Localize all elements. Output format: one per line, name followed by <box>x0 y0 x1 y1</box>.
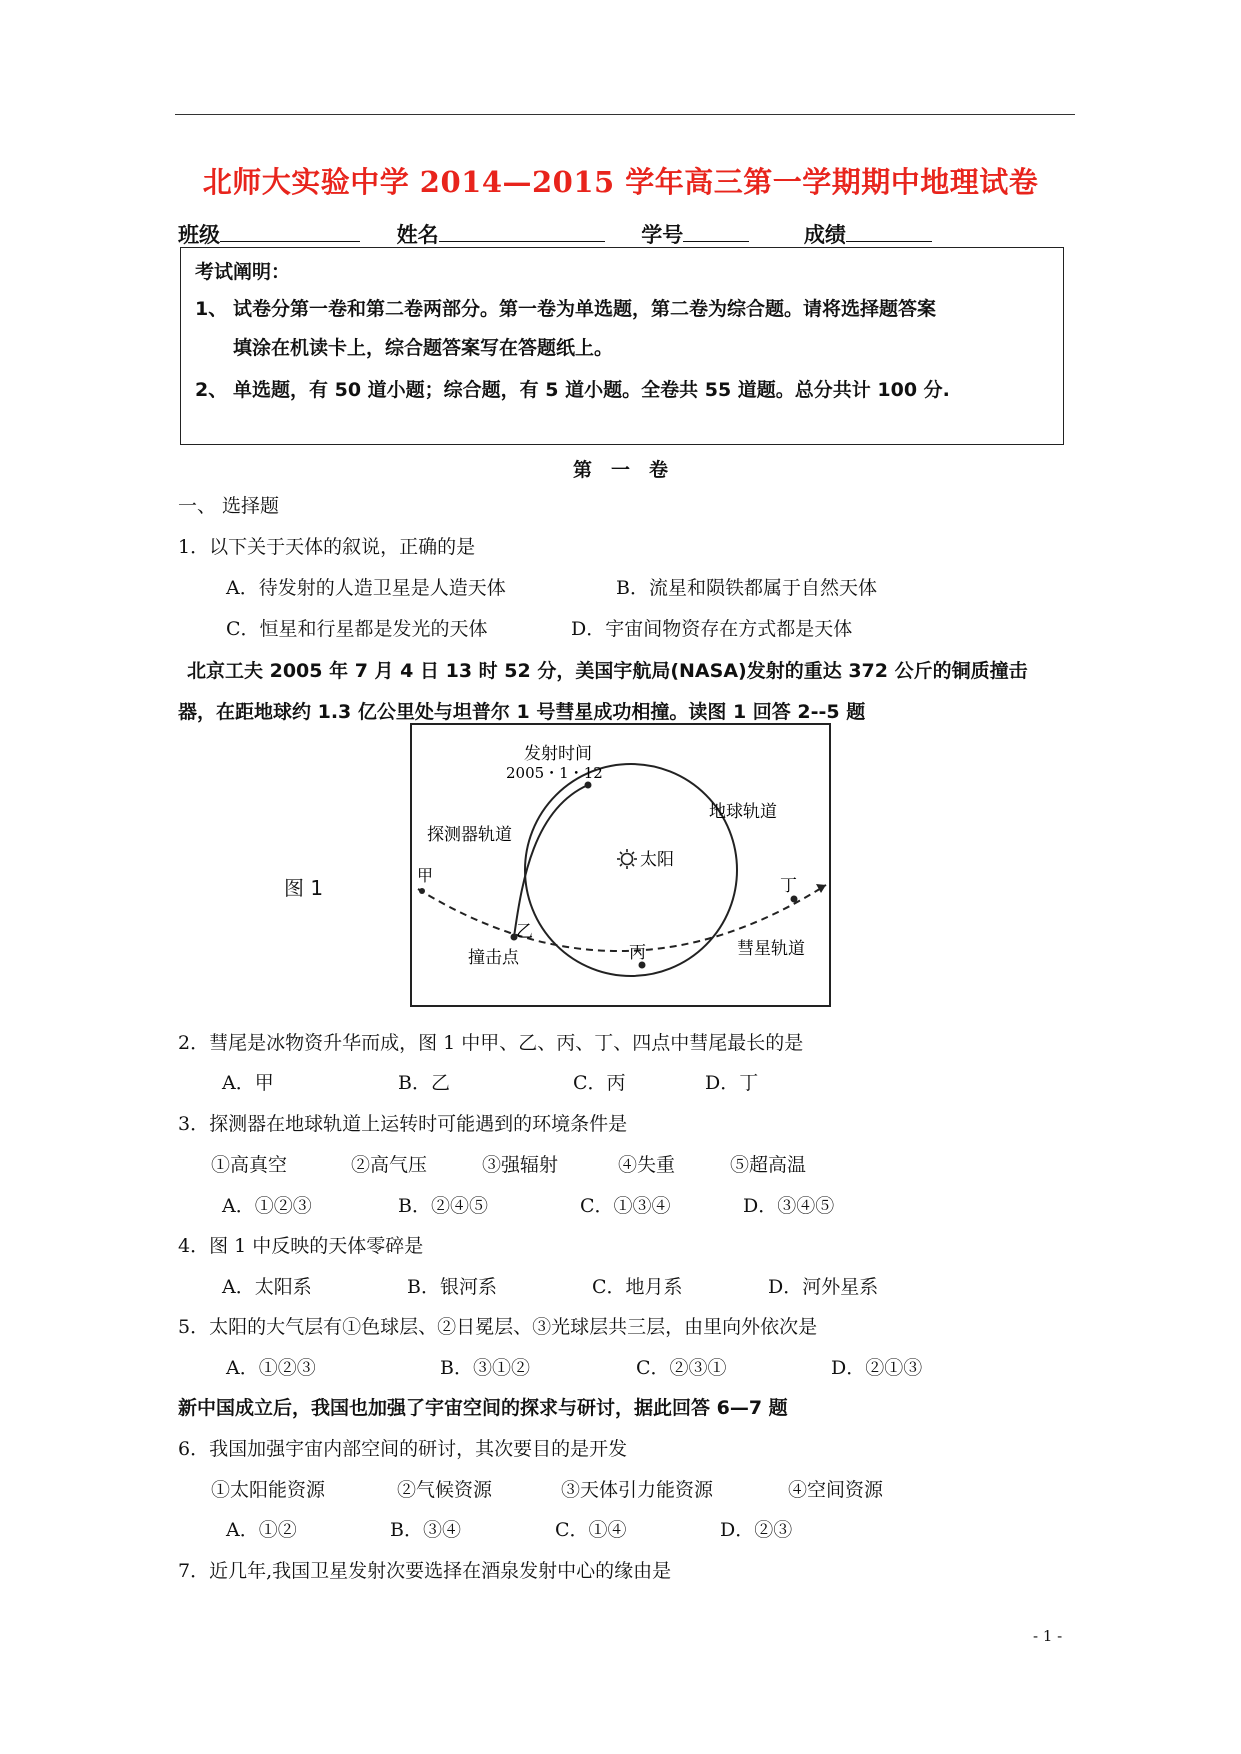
q2-option-b: B．乙 <box>398 1072 450 1094</box>
comet-orbit-label: 彗星轨道 <box>737 939 805 959</box>
q1-option-c: C．恒星和行星都是发光的天体 <box>226 618 488 640</box>
point-ding <box>791 896 798 903</box>
q6-stem: 6．我国加强宇宙内部空间的研讨，其次要目的是开发 <box>178 1438 628 1460</box>
page-title: 北师大实验中学 2014—2015 学年高三第一学期期中地理试卷 <box>202 165 1039 199</box>
orbit-diagram-svg <box>412 725 829 1005</box>
passage-1-line2: 器，在距地球约 1.3 亿公里处与坦普尔 1 号彗星成功相撞。读图 1 回答 2--5 题 <box>178 701 866 723</box>
q3-option-c: C．①③④ <box>580 1195 671 1217</box>
sun-icon <box>617 849 637 869</box>
earth-orbit-label: 地球轨道 <box>709 802 777 822</box>
instruction-2-text: 单选题，有 50 道小题；综合题，有 5 道小题。全卷共 55 道题。总分共计 100 分. <box>233 379 950 401</box>
number-label: 学号 <box>641 223 684 247</box>
q4-option-a: A．太阳系 <box>222 1276 312 1298</box>
q3-item-3: ③强辐射 <box>482 1154 559 1176</box>
q3-stem: 3．探测器在地球轨道上运转时可能遇到的环境条件是 <box>178 1113 628 1135</box>
instruction-1-number: 1、 <box>195 298 228 320</box>
q2-option-a: A．甲 <box>222 1072 274 1094</box>
instruction-1-line1: 试卷分第一卷和第二卷两部分。第一卷为单选题，第二卷为综合题。请将选择题答案 <box>233 298 937 320</box>
class-blank[interactable] <box>220 221 360 242</box>
name-blank[interactable] <box>439 221 605 242</box>
q2-option-d: D．丁 <box>705 1072 759 1094</box>
q1-option-a: A．待发射的人造卫星是人造天体 <box>226 577 506 599</box>
page-number: - 1 - <box>1033 1627 1063 1645</box>
q5-option-a: A．①②③ <box>226 1357 316 1379</box>
point-jia <box>419 888 425 894</box>
launch-time-label: 发射时间 <box>524 744 592 764</box>
q5-stem: 5．太阳的大气层有①色球层、②日冕层、③光球层共三层，由里向外依次是 <box>178 1316 818 1338</box>
q4-option-d: D．河外星系 <box>768 1276 879 1298</box>
sun-label: 太阳 <box>640 850 674 870</box>
q2-stem: 2．彗尾是冰物资升华而成，图 1 中甲、乙、丙、丁、四点中彗尾最长的是 <box>178 1032 804 1054</box>
q3-item-4: ④失重 <box>618 1154 676 1176</box>
point-jia-label: 甲 <box>417 866 434 885</box>
q7-stem: 7．近几年,我国卫星发射次要选择在酒泉发射中心的缘由是 <box>178 1560 672 1582</box>
q6-item-1: ①太阳能资源 <box>211 1479 326 1501</box>
number-blank[interactable] <box>683 221 749 242</box>
q5-option-c: C．②③① <box>636 1357 727 1379</box>
probe-orbit-label: 探测器轨道 <box>427 825 512 845</box>
q6-item-2: ②气候资源 <box>397 1479 493 1501</box>
point-bing-label: 丙 <box>629 943 646 963</box>
q3-option-d: D．③④⑤ <box>743 1195 835 1217</box>
part-title: 一、 选择题 <box>178 495 280 517</box>
q6-item-4: ④空间资源 <box>788 1479 884 1501</box>
figure-1-orbit-diagram <box>410 723 831 1007</box>
section-title: 第 一 卷 <box>572 459 668 481</box>
q3-item-5: ⑤超高温 <box>730 1154 807 1176</box>
class-label: 班级 <box>178 223 220 247</box>
q1-stem: 1．以下关于天体的叙说，正确的是 <box>178 536 476 558</box>
q3-item-2: ②高气压 <box>351 1154 428 1176</box>
instruction-2-number: 2、 <box>195 379 228 401</box>
q4-option-c: C．地月系 <box>592 1276 683 1298</box>
point-yi-label: 乙 <box>516 922 533 942</box>
impact-point-label: 撞击点 <box>468 948 519 968</box>
passage-1-line1: 北京工夫 2005 年 7 月 4 日 13 时 52 分，美国宇航局(NASA)发射的重达 372 公斤的铜质撞击 <box>187 660 1028 682</box>
q1-option-d: D．宇宙间物资存在方式都是天体 <box>571 618 853 640</box>
q2-option-c: C．丙 <box>573 1072 626 1094</box>
q6-option-d: D．②③ <box>720 1519 793 1541</box>
instruction-1-line2: 填涂在机读卡上，综合题答案写在答题纸上。 <box>233 337 614 359</box>
score-blank[interactable] <box>846 221 932 242</box>
q6-option-b: B．③④ <box>390 1519 461 1541</box>
q6-option-a: A．①② <box>226 1519 297 1541</box>
q3-option-b: B．②④⑤ <box>398 1195 488 1217</box>
launch-point <box>585 782 592 789</box>
name-label: 姓名 <box>396 223 439 247</box>
passage-2: 新中国成立后，我国也加强了宇宙空间的探求与研讨，据此回答 6—7 题 <box>178 1397 788 1419</box>
q6-item-3: ③天体引力能资源 <box>561 1479 714 1501</box>
student-info-fields <box>178 219 932 249</box>
q5-option-d: D．②①③ <box>831 1357 923 1379</box>
q4-option-b: B．银河系 <box>407 1276 497 1298</box>
q1-option-b: B．流星和陨铁都属于自然天体 <box>616 577 877 599</box>
header-rule <box>175 114 1075 115</box>
q3-option-a: A．①②③ <box>222 1195 312 1217</box>
figure-caption: 图 1 <box>284 876 324 900</box>
comet-orbit-arrow <box>816 884 826 893</box>
q4-stem: 4．图 1 中反映的天体零碎是 <box>178 1235 424 1257</box>
q6-option-c: C．①④ <box>555 1519 627 1541</box>
point-ding-label: 丁 <box>780 876 797 896</box>
launch-date-label: 2005・1・12 <box>506 764 603 782</box>
instructions-heading: 考试阐明： <box>195 261 291 283</box>
q3-item-1: ①高真空 <box>211 1154 288 1176</box>
score-label: 成绩 <box>803 223 846 247</box>
q5-option-b: B．③①② <box>440 1357 530 1379</box>
